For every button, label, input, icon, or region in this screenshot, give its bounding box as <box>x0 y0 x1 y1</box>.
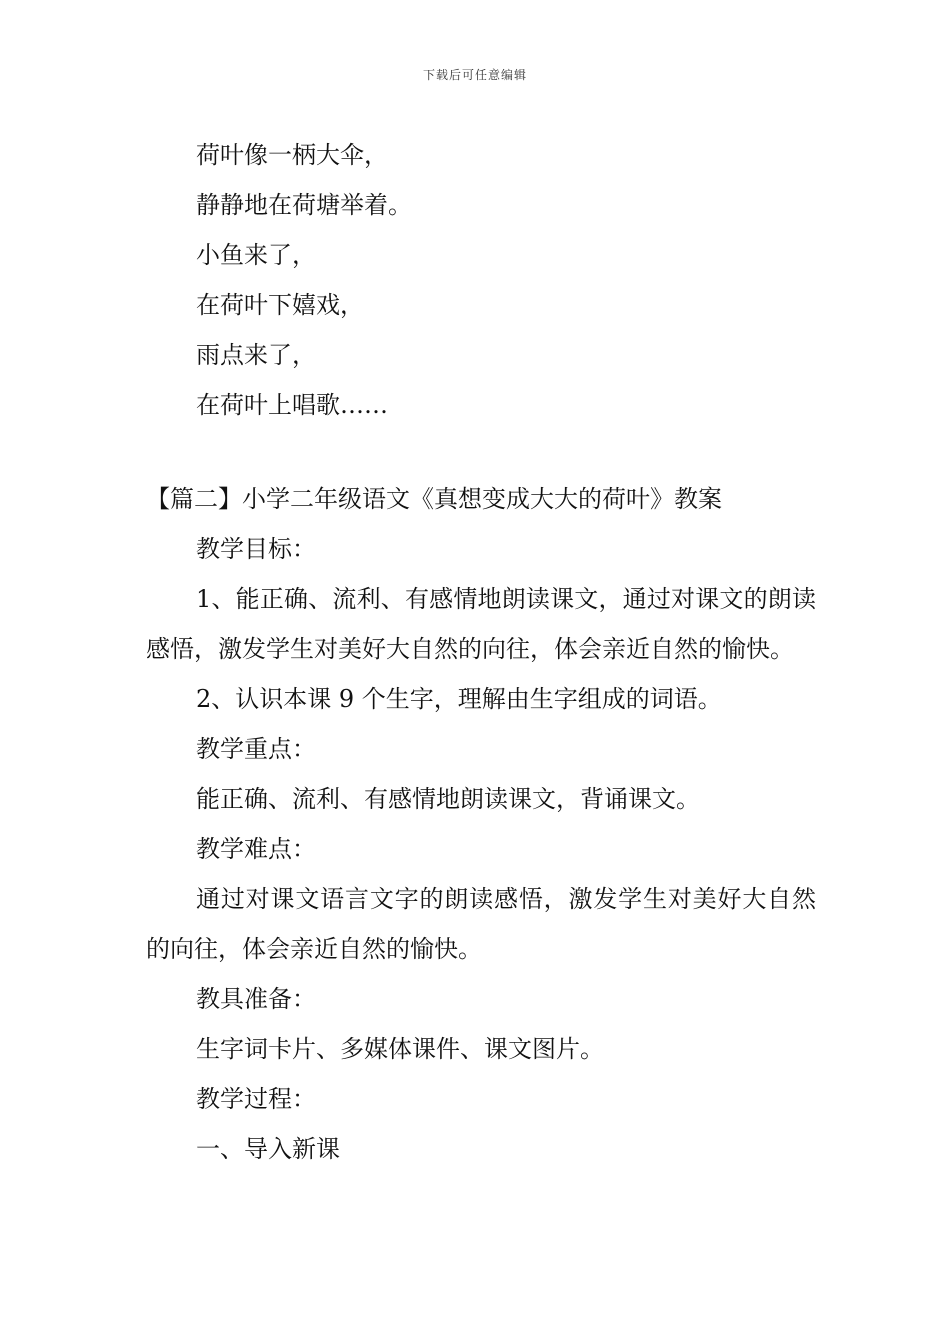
paragraph: 教学过程： <box>196 1085 316 1113</box>
section-title: 【篇二】小学二年级语文《真想变成大大的荷叶》教案 <box>146 485 722 513</box>
paragraph: 一、导入新课 <box>196 1135 340 1163</box>
paragraph: 教学目标： <box>196 535 316 563</box>
paragraph: 通过对课文语言文字的朗读感悟，激发学生对美好大自然的向往，体会亲近自然的愉快。 <box>146 885 816 963</box>
poem-line: 荷叶像一柄大伞， <box>196 141 388 169</box>
poem-line: 在荷叶上唱歌…… <box>196 391 388 419</box>
poem-line: 小鱼来了， <box>196 241 316 269</box>
poem <box>196 130 816 430</box>
paragraph: 教学难点： <box>196 835 316 863</box>
lesson-section <box>146 474 816 1174</box>
paragraph: 能正确、流利、有感情地朗读课文，背诵课文。 <box>196 785 700 813</box>
header-note: 下载后可任意编辑 <box>422 68 527 82</box>
paragraph: 教具准备： <box>196 985 316 1013</box>
poem-line: 雨点来了， <box>196 341 316 369</box>
paragraph: 2、认识本课 9 个生字，理解由生字组成的词语。 <box>196 685 722 713</box>
poem-line: 在荷叶下嬉戏， <box>196 291 364 319</box>
paragraph: 教学重点： <box>196 735 316 763</box>
paragraph: 1、能正确、流利、有感情地朗读课文，通过对课文的朗读感悟，激发学生对美好大自然的向往，体会亲近自然的愉快。 <box>146 585 816 663</box>
paragraph: 生字词卡片、多媒体课件、课文图片。 <box>196 1035 604 1063</box>
poem-line: 静静地在荷塘举着。 <box>196 191 412 219</box>
